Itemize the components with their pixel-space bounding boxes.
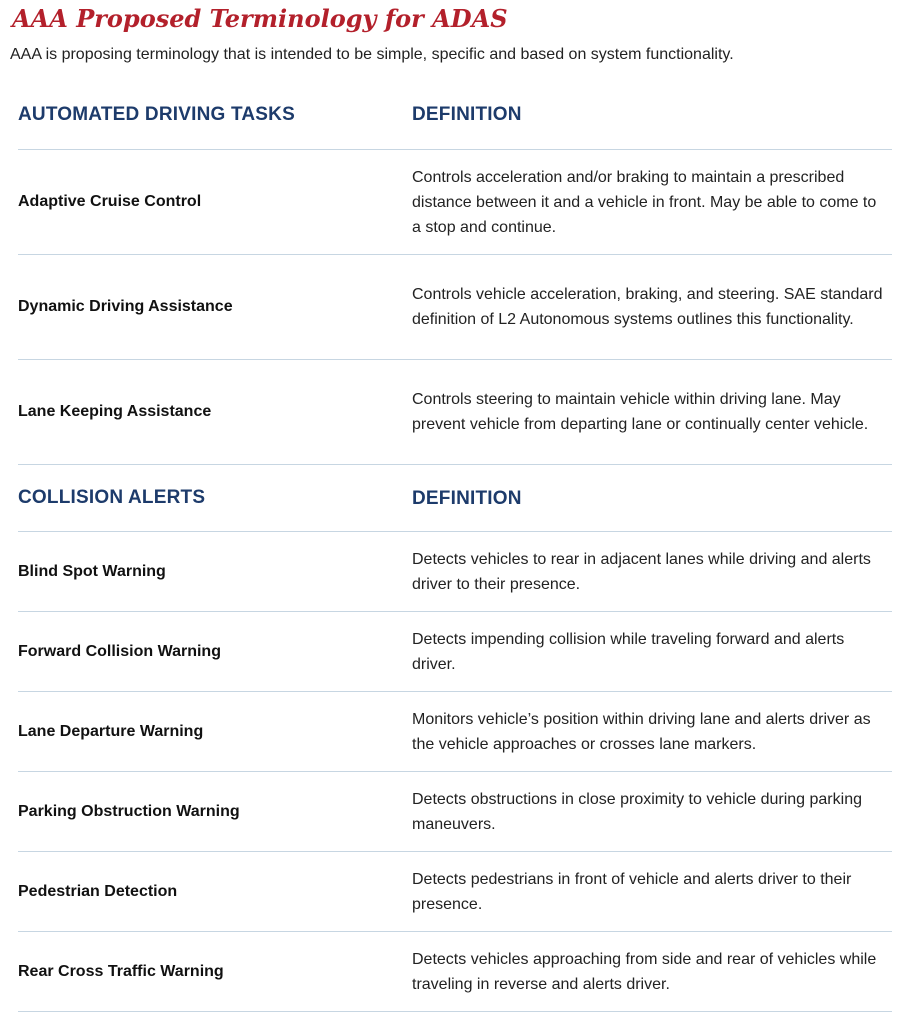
section-title: COLLISION ALERTS: [18, 487, 206, 508]
term: Lane Keeping Assistance: [18, 403, 212, 420]
term: Parking Obstruction Warning: [18, 802, 240, 820]
table-row: [18, 150, 892, 255]
table-row: [18, 852, 892, 932]
definition-header: DEFINITION: [412, 104, 522, 125]
term: Blind Spot Warning: [18, 562, 166, 580]
section-header-automated: [18, 80, 892, 150]
definition: Detects vehicles to rear in adjacent lanes while driving and alerts driver to their presence.: [412, 550, 871, 593]
term: Pedestrian Detection: [18, 882, 178, 900]
intro-text: AAA is proposing terminology that is intended to be simple, specific and based on system functionality.: [10, 46, 734, 63]
table-row: [18, 772, 892, 852]
definition: Controls steering to maintain vehicle within driving lane. May prevent vehicle from departing lane or continually center vehicle.: [412, 391, 869, 433]
definition: Controls acceleration and/or braking to maintain a prescribed distance between it and a vehicle in front. May be able to come to a stop and continue.: [412, 168, 877, 236]
definition: Detects impending collision while traveling forward and alerts driver.: [412, 630, 845, 673]
term: Rear Cross Traffic Warning: [18, 962, 224, 980]
table-row: [18, 612, 892, 692]
definition: Detects vehicles approaching from side and rear of vehicles while traveling in reverse and alerts driver.: [412, 950, 877, 993]
page-title: AAA Proposed Terminology for ADAS: [12, 4, 508, 33]
table-row: [18, 692, 892, 772]
term: Adaptive Cruise Control: [18, 193, 202, 210]
section-header-collision: [18, 465, 892, 532]
term: Lane Departure Warning: [18, 722, 204, 740]
table-row: [18, 255, 892, 360]
term: Dynamic Driving Assistance: [18, 298, 233, 315]
table-row: [18, 360, 892, 465]
terminology-table: [18, 80, 892, 1012]
section-title: AUTOMATED DRIVING TASKS: [18, 103, 295, 125]
definition-header: DEFINITION: [412, 487, 522, 509]
table-row: [18, 532, 892, 612]
definition: Detects obstructions in close proximity to vehicle during parking maneuvers.: [412, 790, 862, 833]
definition: Detects pedestrians in front of vehicle and alerts driver to their presence.: [412, 870, 852, 913]
table-row: [18, 932, 892, 1012]
definition: Monitors vehicle’s position within driving lane and alerts driver as the vehicle approaches or crosses lane markers.: [412, 710, 871, 753]
definition: Controls vehicle acceleration, braking, and steering. SAE standard definition of L2 Autonomous systems outlines this functionality.: [412, 286, 883, 328]
term: Forward Collision Warning: [18, 642, 221, 660]
